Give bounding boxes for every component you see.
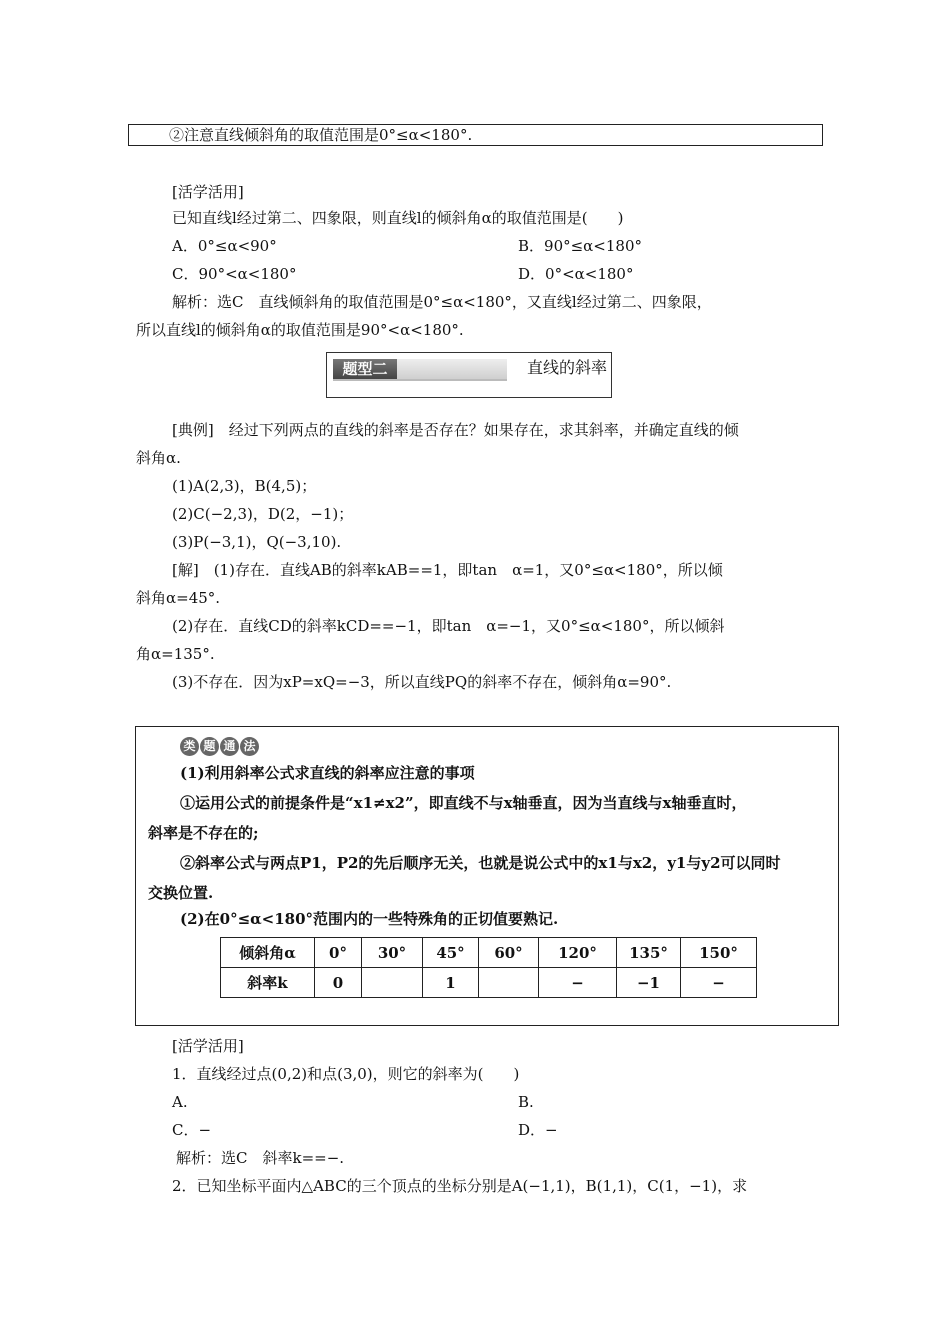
table-cell: −1	[617, 968, 681, 998]
method-p1a: ①运用公式的前提条件是“x1≠x2”，即直线不与x轴垂直，因为当直线与x轴垂直时，	[180, 794, 747, 812]
option-c: C．−	[172, 1121, 212, 1139]
solution-1a: [解] (1)存在．直线AB的斜率kAB==1，即tan α=1，又0°≤α<180°，所以倾	[172, 561, 723, 579]
table-cell: 150°	[681, 938, 757, 968]
option-c: C．90°<α<180°	[172, 265, 297, 283]
table-cell: 30°	[362, 938, 423, 968]
badge-char: 通	[220, 737, 239, 756]
method-title-2: (2)在0°≤α<180°范围内的一些特殊角的正切值要熟记.	[180, 910, 559, 928]
practice-label: [活学活用]	[172, 183, 244, 201]
practice2-q1: 1．直线经过点(0,2)和点(3,0)，则它的斜率为( )	[172, 1065, 520, 1083]
option-a: A.	[172, 1093, 188, 1111]
option-d: D．−	[518, 1121, 558, 1139]
method-summary-box	[135, 726, 839, 1026]
practice2-analysis: 解析：选C 斜率k==−.	[176, 1149, 345, 1167]
example-item-3: (3)P(−3,1)，Q(−3,10).	[172, 533, 342, 551]
example-item-2: (2)C(−2,3)，D(2，−1)；	[172, 505, 354, 523]
method-p2b: 交换位置.	[148, 884, 214, 902]
table-cell: 0°	[315, 938, 362, 968]
solution-3: (3)不存在．因为xP=xQ=−3，所以直线PQ的斜率不存在，倾斜角α=90°.	[172, 673, 672, 691]
special-angles-table	[220, 937, 757, 998]
table-cell: −	[681, 968, 757, 998]
note-box	[128, 124, 823, 146]
table-row	[221, 938, 757, 968]
table-row	[221, 968, 757, 998]
option-b: B.	[518, 1093, 534, 1111]
analysis-line-2: 所以直线l的倾斜角α的取值范围是90°<α<180°.	[136, 321, 464, 339]
table-cell: 0	[315, 968, 362, 998]
table-cell: 倾斜角α	[221, 938, 315, 968]
badge-char: 类	[180, 737, 199, 756]
tag-underline	[333, 379, 507, 381]
tag-decoration	[397, 359, 507, 379]
table-cell	[479, 968, 539, 998]
practice2-q2: 2．已知坐标平面内△ABC的三个顶点的坐标分别是A(−1,1)，B(1,1)，C(1，−1)，求	[172, 1177, 748, 1195]
practice-question: 已知直线l经过第二、四象限，则直线l的倾斜角α的取值范围是( )	[172, 209, 624, 227]
solution-2b: 角α=135°.	[136, 645, 215, 663]
method-p1b: 斜率是不存在的;	[148, 824, 259, 842]
badge-char: 法	[240, 737, 259, 756]
note-text: ②注意直线倾斜角的取值范围是0°≤α<180°.	[169, 126, 473, 144]
analysis-line-1: 解析：选C 直线倾斜角的取值范围是0°≤α<180°，又直线l经过第二、四象限，	[172, 293, 712, 311]
badge-char: 题	[200, 737, 219, 756]
table-cell: 45°	[423, 938, 479, 968]
table-cell: 1	[423, 968, 479, 998]
solution-2a: (2)存在．直线CD的斜率kCD==−1，即tan α=−1，又0°≤α<180°，所以倾斜	[172, 617, 725, 635]
table-cell: 斜率k	[221, 968, 315, 998]
example-line-1: [典例] 经过下列两点的直线的斜率是否存在？如果存在，求其斜率，并确定直线的倾	[172, 421, 739, 439]
section-heading	[326, 352, 612, 398]
practice2-label: [活学活用]	[172, 1037, 244, 1055]
option-a: A．0°≤α<90°	[172, 237, 277, 255]
solution-1b: 斜角α=45°.	[136, 589, 221, 607]
table-cell	[362, 968, 423, 998]
table-cell: 60°	[479, 938, 539, 968]
table-cell: 135°	[617, 938, 681, 968]
section-title: 直线的斜率	[527, 358, 608, 377]
example-line-2: 斜角α.	[136, 449, 181, 467]
section-tag: 题型二	[333, 359, 397, 379]
option-d: D．0°<α<180°	[518, 265, 634, 283]
table-cell: −	[539, 968, 617, 998]
method-title-1: (1)利用斜率公式求直线的斜率应注意的事项	[180, 764, 475, 782]
option-b: B．90°≤α<180°	[518, 237, 643, 255]
table-cell: 120°	[539, 938, 617, 968]
method-badge	[180, 737, 259, 757]
example-item-1: (1)A(2,3)，B(4,5)；	[172, 477, 317, 495]
method-p2a: ②斜率公式与两点P1，P2的先后顺序无关，也就是说公式中的x1与x2，y1与y2可以同时	[180, 854, 781, 872]
